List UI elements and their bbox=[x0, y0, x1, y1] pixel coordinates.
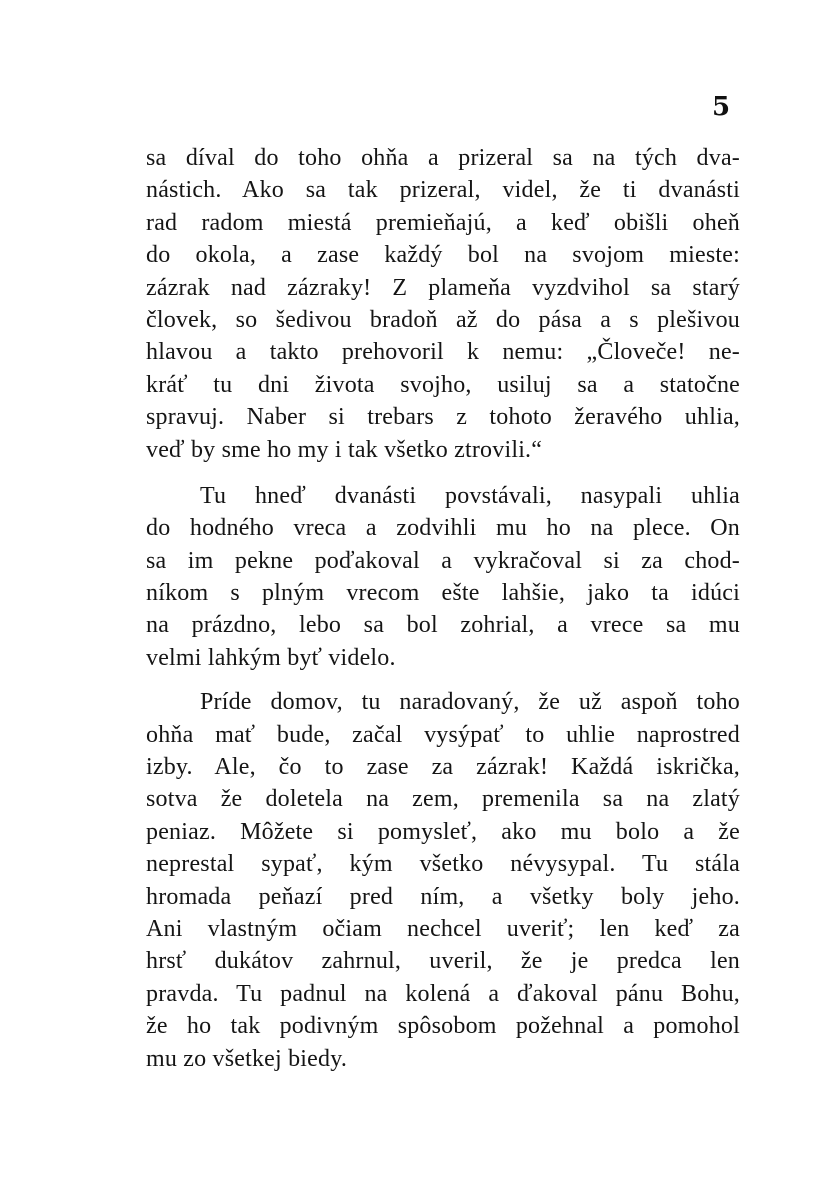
paragraph-1 bbox=[146, 142, 740, 466]
text-line: hrsť dukátov zahrnul, uveril, že je predca len bbox=[146, 948, 740, 975]
text-line: níkom s plným vrecom ešte lahšie, jako ta idúci bbox=[146, 580, 740, 607]
text-line: hromada peňazí pred ním, a všetky boly jeho. bbox=[146, 883, 740, 910]
text-line: mu zo všetkej biedy. bbox=[146, 1045, 348, 1072]
paragraph-2 bbox=[146, 480, 740, 674]
text-line: izby. Ale, čo to zase za zázrak! Každá iskrička, bbox=[146, 754, 740, 781]
text-line: sotva že doletela na zem, premenila sa na zlatý bbox=[146, 786, 740, 813]
text-line: peniaz. Môžete si pomysleť, ako mu bolo a že bbox=[146, 818, 740, 845]
text-line: kráť tu dni života svojho, usiluj sa a statočne bbox=[146, 371, 740, 398]
text-line: Príde domov, tu naradovaný, že už aspoň toho bbox=[200, 689, 740, 716]
page-number: 5 bbox=[712, 92, 731, 122]
text-line: človek, so šedivou bradoň až do pása a s plešivou bbox=[146, 306, 740, 333]
text-line: Tu hneď dvanásti povstávali, nasypali uhlia bbox=[200, 482, 740, 509]
text-line: pravda. Tu padnul na kolená a ďakoval pánu Bohu, bbox=[146, 980, 740, 1007]
text-line: ohňa mať bude, začal vysýpať to uhlie naprostred bbox=[146, 721, 740, 748]
text-line: velmi lahkým byť videlo. bbox=[146, 644, 396, 671]
text-line: do hodného vreca a zodvihli mu ho na plece. On bbox=[146, 515, 740, 542]
text-line: zázrak nad zázraky! Z plameňa vyzdvihol sa starý bbox=[146, 274, 740, 301]
text-line: Ani vlastným očiam nechcel uveriť; len keď za bbox=[146, 915, 740, 942]
text-line: do okola, a zase každý bol na svojom mieste: bbox=[146, 242, 740, 269]
text-line: spravuj. Naber si trebars z tohoto žeravého uhlia, bbox=[146, 404, 740, 431]
body-text bbox=[146, 142, 740, 1075]
text-line: sa díval do toho ohňa a prizeral sa na tých dva- bbox=[146, 145, 740, 171]
text-line: na prázdno, lebo sa bol zohrial, a vrece sa mu bbox=[146, 612, 740, 639]
paragraph-3 bbox=[146, 686, 740, 1075]
text-line: hlavou a takto prehovoril k nemu: „Človeče! ne- bbox=[146, 339, 740, 366]
text-line: sa im pekne poďakoval a vykračoval si za chod- bbox=[146, 547, 740, 574]
text-line: nástich. Ako sa tak prizeral, videl, že ti dvanásti bbox=[146, 177, 740, 204]
text-line: rad radom miestá premieňajú, a keď obišli oheň bbox=[146, 209, 740, 236]
text-line: že ho tak podivným spôsobom požehnal a pomohol bbox=[146, 1013, 740, 1040]
text-line: neprestal sypať, kým všetko névysypal. Tu stála bbox=[146, 851, 740, 878]
text-line: veď by sme ho my i tak všetko ztrovili.“ bbox=[146, 436, 543, 463]
